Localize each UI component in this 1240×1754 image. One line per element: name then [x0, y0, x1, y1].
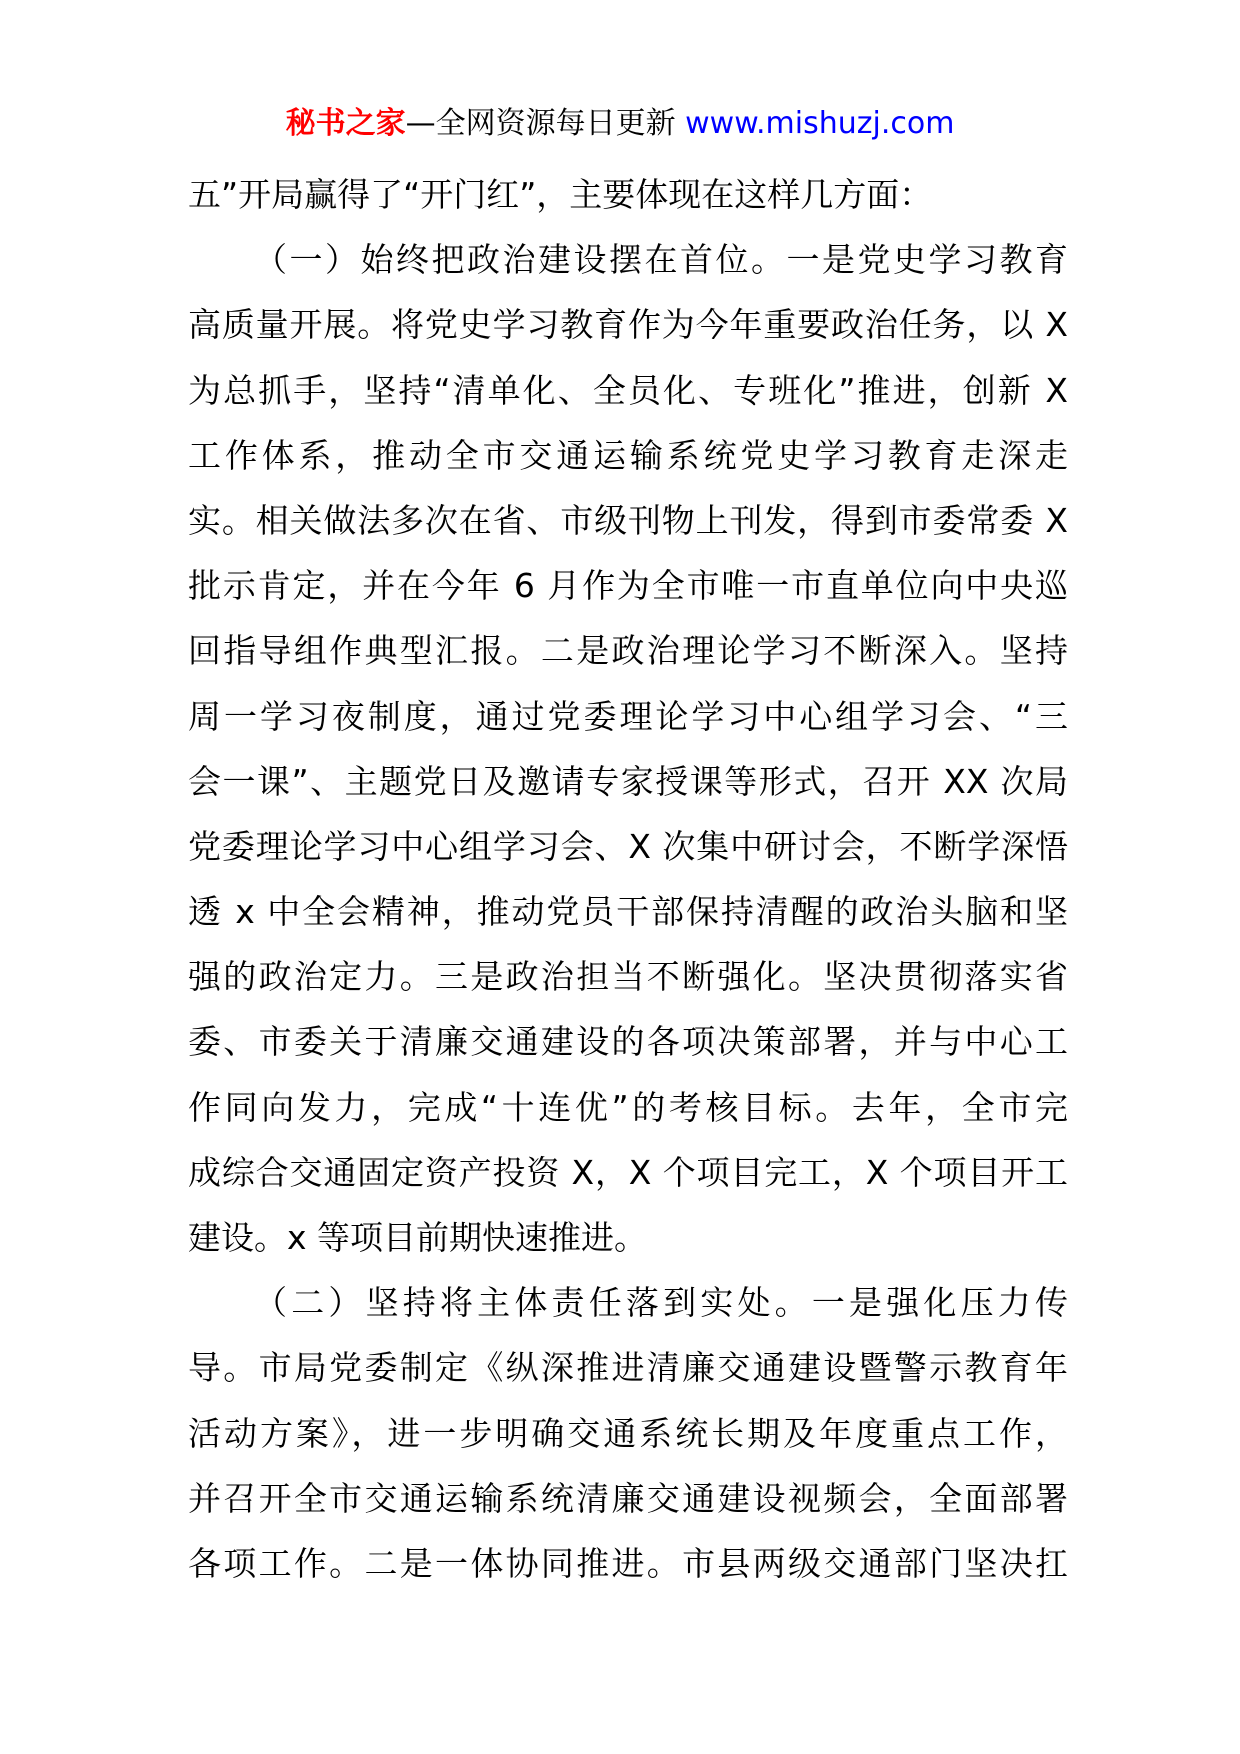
- site-slogan: —全网资源每日更新: [405, 106, 686, 141]
- text-line: （二）坚持将主体责任落到实处。一是强化压力传: [254, 1283, 1068, 1323]
- text-line: 建设。x 等项目前期快速推进。: [188, 1218, 648, 1257]
- text-line: 活动方案》，进一步明确交通系统长期及年度重点工作，: [188, 1413, 1068, 1453]
- text-line: 实。相关做法多次在省、市级刊物上刊发，得到市委常委 X: [188, 500, 1068, 540]
- text-line: 委、市委关于清廉交通建设的各项决策部署，并与中心工: [188, 1022, 1068, 1062]
- text-line: （一）始终把政治建设摆在首位。一是党史学习教育: [254, 240, 1068, 280]
- text-line: 成综合交通固定资产投资 X，X 个项目完工，X 个项目开工: [188, 1152, 1068, 1192]
- document-body: [188, 162, 1068, 1596]
- text-line: 并召开全市交通运输系统清廉交通建设视频会，全面部署: [188, 1478, 1068, 1518]
- site-header: [0, 100, 1240, 148]
- text-line: 高质量开展。将党史学习教育作为今年重要政治任务，以 X: [188, 305, 1068, 345]
- text-line: 作同向发力，完成“十连优”的考核目标。去年，全市完: [188, 1087, 1068, 1127]
- text-line: 回指导组作典型汇报。二是政治理论学习不断深入。坚持: [188, 631, 1068, 671]
- text-line: 批示肯定，并在今年 6 月作为全市唯一市直单位向中央巡: [188, 566, 1068, 606]
- text-line: 强的政治定力。三是政治担当不断强化。坚决贯彻落实省: [188, 957, 1068, 997]
- text-line: 为总抓手，坚持“清单化、全员化、专班化”推进，创新 X: [188, 370, 1068, 410]
- site-url-link[interactable]: www.mishuzj.com: [685, 106, 955, 141]
- text-line: 工作体系，推动全市交通运输系统党史学习教育走深走: [188, 435, 1068, 475]
- text-line: 会一课”、主题党日及邀请专家授课等形式，召开 XX 次局: [188, 761, 1068, 801]
- text-line: 五”开局赢得了“开门红”，主要体现在这样几方面：: [188, 175, 933, 214]
- text-line: 导。市局党委制定《纵深推进清廉交通建设暨警示教育年: [188, 1348, 1068, 1388]
- site-brand: 秘书之家: [285, 106, 406, 141]
- text-line: 透 x 中全会精神，推动党员干部保持清醒的政治头脑和坚: [188, 892, 1068, 932]
- text-line: 党委理论学习中心组学习会、X 次集中研讨会，不断学深悟: [188, 826, 1068, 866]
- text-line: 各项工作。二是一体协同推进。市县两级交通部门坚决扛: [188, 1543, 1068, 1583]
- text-line: 周一学习夜制度，通过党委理论学习中心组学习会、“三: [188, 696, 1068, 736]
